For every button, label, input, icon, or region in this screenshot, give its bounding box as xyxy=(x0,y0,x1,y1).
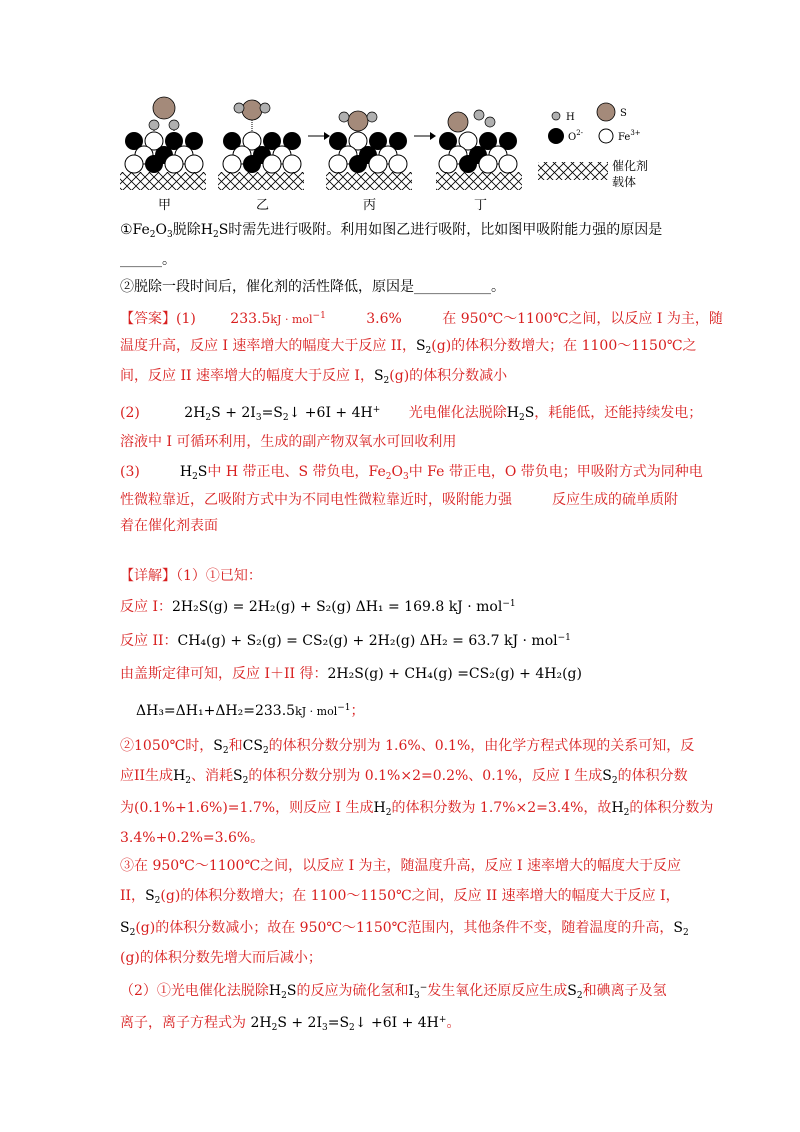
detail-line-2: ②1050℃时，$S_2$和$CS_2$的体积分数分别为 1.6%、0.1%，由化学方程式体现的关系可知，反 xyxy=(120,738,695,756)
delta-h3-line: ΔH₃=ΔH₁+ΔH₂=233.5kJ · mol$^{-1}$； xyxy=(136,703,365,719)
detail-line-11: 离子，离子方程式为 $2H_2S$ + $2I_3=S_2↓ +6I + 4H^+$。 xyxy=(120,1015,461,1033)
sulfur-atom xyxy=(348,111,368,131)
answer-line-3: 间，反应 II 速率增大的幅度大于反应 I，$S_2(g)$的体积分数减小 xyxy=(120,368,508,386)
detail-line-7: II，$S_2(g)$的体积分数增大；在 1100～1150℃之间，反应 II 速率增大的幅度大于反应 I， xyxy=(120,888,680,906)
detail-line-6: ③在 950℃～1100℃之间，以反应 I 为主，随温度升高，反应 I 速率增大的幅度大于反应 xyxy=(120,858,681,874)
answer-line-2: 温度升高，反应 I 速率增大的幅度大于反应 II，$S_2(g)$的体积分数增大；在 1100～1150℃之 xyxy=(120,338,697,356)
detail-line-4: 为(0.1%+1.6%)=1.7%，则反应 I 生成$H_2$的体积分数为 1.7%×2=3.4%，故$H_2$的体积分数为 xyxy=(120,800,714,818)
detail-line-5: 3.4%+0.2%=3.6%。 xyxy=(120,830,265,846)
detail-line-1: 【详解】（1）①已知： xyxy=(120,568,262,584)
detail-line-10: （2）①光电催化法脱除$H_2S$的反应为硫化氢和$I_3^-$发生氧化还原反应生成$S_2$和碘离子及氢 xyxy=(120,983,667,1001)
panel-bing xyxy=(326,111,412,212)
panel-label: 丁 xyxy=(474,198,488,212)
panel-label: 甲 xyxy=(158,198,172,212)
detail-label: 【详解】 xyxy=(120,568,176,584)
hydrogen-atom xyxy=(367,112,377,122)
hydrogen-atom xyxy=(169,120,179,130)
arrow-icon xyxy=(324,132,330,140)
svg-text:S: S xyxy=(620,108,627,119)
lattice xyxy=(329,132,407,173)
reaction-1: 反应 I：2H₂S(g) = 2H₂(g) + S₂(g) ΔH₁ = 169.8 kJ · mol$^{-1}$ xyxy=(120,599,516,615)
reaction-2: 反应 II：CH₄(g) + S₂(g) = CS₂(g) + 2H₂(g) ΔH₂ = 63.7 kJ · mol$^{-1}$ xyxy=(120,633,571,649)
answer-line-5: 溶液中 I 可循环利用，生成的副产物双氧水可回收利用 xyxy=(120,434,457,450)
question-1: $①Fe_2O_3$脱除$H_2S$时需先进行吸附。利用如图乙进行吸附，比如图甲吸附能力强的原因是 xyxy=(120,222,663,240)
hydrogen-atom xyxy=(339,112,349,122)
sulfur-atom xyxy=(153,97,175,119)
answer-line-6: (3) $H_2S$中 H 带正电、S 带负电，$Fe_2O_3$中 Fe 带正电，O 带负电；甲吸附方式为同种电 xyxy=(120,464,703,482)
svg-text:载体: 载体 xyxy=(612,175,637,189)
panel-label: 丙 xyxy=(363,198,377,212)
panel-jia xyxy=(120,97,206,212)
carrier-support xyxy=(436,172,522,190)
legend xyxy=(538,103,648,189)
carrier-support xyxy=(326,172,412,190)
question-2: ②脱除一段时间后，催化剂的活性降低，原因是___________。 xyxy=(120,279,505,295)
panel-ding xyxy=(436,110,522,212)
answer-line-4: (2) $2H_2S$ + $2I_3=S_2↓ +6I + 4H^+$ 光电催化法脱除$H_2S$，耗能低，还能持续发电； xyxy=(120,405,703,423)
hydrogen-atom xyxy=(260,103,270,113)
sulfur-atom xyxy=(242,100,262,120)
lattice xyxy=(223,132,301,173)
carrier-support xyxy=(218,172,304,190)
answer-line-1: 【答案】(1) 233.5kJ · mol$^{-1}$ 3.6% 在 950℃～1100℃之间，以反应 I 为主，随 xyxy=(120,311,723,327)
lattice xyxy=(439,132,517,173)
carrier-support xyxy=(120,172,206,190)
svg-text:Fe3+: $Fe^{3+}$ xyxy=(618,129,641,143)
answer-label: 【答案】(1) xyxy=(120,311,196,327)
question-1-blank: ______。 xyxy=(120,252,176,268)
panel-yi xyxy=(218,100,304,212)
svg-text:O2-: $O^{2-}$ xyxy=(568,129,584,143)
arrow-icon xyxy=(430,132,436,140)
panel-label: 乙 xyxy=(256,198,270,212)
detail-line-9: (g)的体积分数先增大而后减小； xyxy=(120,950,322,966)
answer-line-7: 性微粒靠近，乙吸附方式中为不同电性微粒靠近时，吸附能力强 反应生成的硫单质附 xyxy=(120,492,678,508)
lattice xyxy=(125,132,203,173)
detail-line-8: $S_2(g)$的体积分数减小；故在 950℃～1150℃范围内，其他条件不变，随着温度的升高，$S_2$ xyxy=(120,920,689,938)
detail-line-3: 应II生成$H_2$、消耗$S_2$的体积分数分别为 0.1%×2=0.2%、0.1%，反应 I 生成$S_2$的体积分数 xyxy=(120,768,688,786)
answer-line-8: 着在催化剂表面 xyxy=(120,518,218,534)
svg-text:催化剂: 催化剂 xyxy=(612,159,649,173)
hydrogen-atom xyxy=(149,120,159,130)
hydrogen-atom xyxy=(485,117,495,127)
hess-law-line: 由盖斯定律可知，反应 I＋II 得：2H₂S(g) + CH₄(g) =CS₂(g) + 4H₂(g) xyxy=(120,666,582,682)
sulfur-atom xyxy=(448,112,468,132)
catalyst-adsorption-figure xyxy=(118,96,658,216)
hydrogen-atom xyxy=(234,103,244,113)
svg-text:H: H xyxy=(566,112,575,123)
hydrogen-atom xyxy=(474,110,484,120)
